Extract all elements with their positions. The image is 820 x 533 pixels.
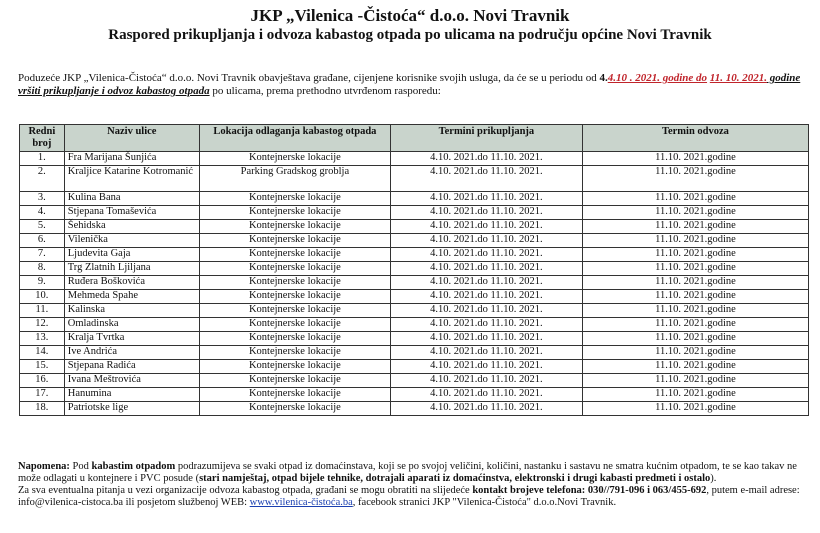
street-name: Ive Andrića [64, 346, 199, 360]
disposal-location: Parking Gradskog groblja [199, 166, 390, 192]
table-row [20, 290, 809, 304]
collection-period: 4.10. 2021.do 11.10. 2021. [390, 248, 582, 262]
disposal-location: Kontejnerske lokacije [199, 402, 390, 416]
collection-period: 4.10. 2021.do 11.10. 2021. [390, 234, 582, 248]
street-name: Patriotske lige [64, 402, 199, 416]
row-number: 2. [20, 166, 65, 192]
row-number: 13. [20, 332, 65, 346]
collection-period: 4.10. 2021.do 11.10. 2021. [390, 332, 582, 346]
street-name: Kalinska [64, 304, 199, 318]
disposal-location: Kontejnerske lokacije [199, 206, 390, 220]
table-row [20, 346, 809, 360]
header-collection: Termini prikupljanja [390, 125, 582, 152]
removal-date: 11.10. 2021.godine [582, 192, 808, 206]
disposal-location: Kontejnerske lokacije [199, 346, 390, 360]
table-row [20, 234, 809, 248]
disposal-location: Kontejnerske lokacije [199, 332, 390, 346]
row-number: 11. [20, 304, 65, 318]
contact-text-1: Za sva eventualna pitanja u vezi organizacije odvoza kabastog otpada, građani se mogu obratiti na slijedeće [18, 485, 473, 496]
disposal-location: Kontejnerske lokacije [199, 234, 390, 248]
collection-period: 4.10. 2021.do 11.10. 2021. [390, 374, 582, 388]
collection-period: 4.10. 2021.do 11.10. 2021. [390, 262, 582, 276]
collection-period: 4.10. 2021.do 11.10. 2021. [390, 402, 582, 416]
collection-period: 4.10. 2021.do 11.10. 2021. [390, 318, 582, 332]
street-name: Vilenička [64, 234, 199, 248]
disposal-location: Kontejnerske lokacije [199, 276, 390, 290]
table-body [20, 152, 809, 416]
removal-date: 11.10. 2021.godine [582, 304, 808, 318]
collection-period: 4.10. 2021.do 11.10. 2021. [390, 388, 582, 402]
table-row [20, 206, 809, 220]
page-title: JKP „Vilenica -Čistoća“ d.o.o. Novi Travnik [250, 6, 570, 25]
collection-period: 4.10. 2021.do 11.10. 2021. [390, 152, 582, 166]
table-header-row [20, 125, 809, 152]
removal-date: 11.10. 2021.godine [582, 248, 808, 262]
row-number: 9. [20, 276, 65, 290]
table-row [20, 276, 809, 290]
removal-date: 11.10. 2021.godine [582, 220, 808, 234]
collection-period: 4.10. 2021.do 11.10. 2021. [390, 290, 582, 304]
disposal-location: Kontejnerske lokacije [199, 318, 390, 332]
table-row [20, 248, 809, 262]
intro-text-1: Poduzeće JKP „Vilenica-Čistoća“ d.o.o. Novi Travnik obavještava građane, cijenjene korisnike svojih usluga, da će se u periodu od [18, 72, 600, 84]
collection-period: 4.10. 2021.do 11.10. 2021. [390, 304, 582, 318]
disposal-location: Kontejnerske lokacije [199, 262, 390, 276]
row-number: 3. [20, 192, 65, 206]
removal-date: 11.10. 2021.godine [582, 234, 808, 248]
disposal-location: Kontejnerske lokacije [199, 152, 390, 166]
table-row [20, 374, 809, 388]
street-name: Ruđera Boškovića [64, 276, 199, 290]
disposal-location: Kontejnerske lokacije [199, 304, 390, 318]
street-name: Šehidska [64, 220, 199, 234]
row-number: 17. [20, 388, 65, 402]
disposal-location: Kontejnerske lokacije [199, 220, 390, 234]
note-bold-1: kabastim otpadom [91, 461, 176, 472]
removal-date: 11.10. 2021.godine [582, 360, 808, 374]
collection-period: 4.10. 2021.do 11.10. 2021. [390, 192, 582, 206]
note-text-3: ). [710, 473, 717, 484]
street-name: Stjepana Radića [64, 360, 199, 374]
website-link[interactable]: www.vilenica-čistoća.ba [249, 497, 353, 508]
removal-date: 11.10. 2021.godine [582, 262, 808, 276]
removal-date: 11.10. 2021.godine [582, 388, 808, 402]
contact-phones: kontakt brojeve telefona: 030//791-096 i 063/455-692 [472, 485, 707, 496]
table-row [20, 192, 809, 206]
row-number: 14. [20, 346, 65, 360]
disposal-location: Kontejnerske lokacije [199, 248, 390, 262]
table-row [20, 152, 809, 166]
street-name: Stjepana Tomaševića [64, 206, 199, 220]
collection-period: 4.10. 2021.do 11.10. 2021. [390, 346, 582, 360]
disposal-location: Kontejnerske lokacije [199, 374, 390, 388]
note-text-1: Pod [69, 461, 92, 472]
header-no: Redni broj [20, 125, 65, 152]
table-row [20, 304, 809, 318]
disposal-location: Kontejnerske lokacije [199, 360, 390, 374]
row-number: 18. [20, 402, 65, 416]
table-row [20, 360, 809, 374]
street-name: Kulina Bana [64, 192, 199, 206]
intro-lead-num: 4. [599, 72, 608, 84]
row-number: 1. [20, 152, 65, 166]
contact-text-2: , putem e-mail adrese: info@vilenica-cistoca.ba ili posjetom službenoj WEB: [18, 485, 800, 508]
disposal-location: Kontejnerske lokacije [199, 192, 390, 206]
street-name: Fra Marijana Šunjića [64, 152, 199, 166]
disposal-location: Kontejnerske lokacije [199, 388, 390, 402]
collection-period: 4.10. 2021.do 11.10. 2021. [390, 206, 582, 220]
table-row [20, 220, 809, 234]
table-row [20, 318, 809, 332]
street-name: Mehmeda Spahe [64, 290, 199, 304]
contact-text-3: , facebook stranici JKP "Vilenica-Čistoća" d.o.o.Novi Travnik. [352, 497, 617, 508]
removal-date: 11.10. 2021.godine [582, 332, 808, 346]
intro-text-2: godine vršiti prikupljanje i odvoz kabastog otpada [18, 72, 801, 97]
table-row [20, 402, 809, 416]
street-name: Omladinska [64, 318, 199, 332]
footnote [18, 461, 808, 509]
street-name: Kralja Tvrtka [64, 332, 199, 346]
collection-period: 4.10. 2021.do 11.10. 2021. [390, 166, 582, 192]
row-number: 7. [20, 248, 65, 262]
note-text-2: podrazumijeva se svaki otpad iz domaćinstava, koji se po svojoj veličini, količini, nastanku i sastavu ne smatra kućnim otpadom, te se kao takav ne može odlagati u kontejnere i PVC posude ( [18, 461, 797, 484]
header-removal: Termin odvoza [582, 125, 808, 152]
collection-period: 4.10. 2021.do 11.10. 2021. [390, 360, 582, 374]
note-label: Napomena: [18, 461, 70, 472]
intro-paragraph [18, 72, 808, 98]
intro-date-end: 11. 10. 2021. [709, 72, 767, 84]
intro-date-start: 4.10 . 2021. godine do [607, 72, 708, 84]
header-name: Naziv ulice [64, 125, 199, 152]
page-subtitle: Raspored prikupljanja i odvoza kabastog otpada po ulicama na području općine Novi Travnik [108, 27, 712, 43]
row-number: 8. [20, 262, 65, 276]
table-row [20, 166, 809, 192]
table-row [20, 262, 809, 276]
street-name: Ljudevita Gaja [64, 248, 199, 262]
street-name: Kraljice Katarine Kotromanić [64, 166, 199, 192]
collection-period: 4.10. 2021.do 11.10. 2021. [390, 276, 582, 290]
disposal-location: Kontejnerske lokacije [199, 290, 390, 304]
row-number: 15. [20, 360, 65, 374]
street-name: Ivana Meštrovića [64, 374, 199, 388]
removal-date: 11.10. 2021.godine [582, 318, 808, 332]
table-row [20, 388, 809, 402]
street-name: Hanumina [64, 388, 199, 402]
row-number: 6. [20, 234, 65, 248]
collection-period: 4.10. 2021.do 11.10. 2021. [390, 220, 582, 234]
row-number: 10. [20, 290, 65, 304]
removal-date: 11.10. 2021.godine [582, 374, 808, 388]
table-row [20, 332, 809, 346]
removal-date: 11.10. 2021.godine [582, 166, 808, 192]
removal-date: 11.10. 2021.godine [582, 276, 808, 290]
schedule-table [19, 124, 809, 416]
intro-text-3: po ulicama, prema prethodno utvrđenom rasporedu: [209, 85, 441, 97]
header-location: Lokacija odlaganja kabastog otpada [199, 125, 390, 152]
row-number: 4. [20, 206, 65, 220]
removal-date: 11.10. 2021.godine [582, 152, 808, 166]
removal-date: 11.10. 2021.godine [582, 346, 808, 360]
row-number: 12. [20, 318, 65, 332]
street-name: Trg Zlatnih Ljiljana [64, 262, 199, 276]
removal-date: 11.10. 2021.godine [582, 290, 808, 304]
row-number: 16. [20, 374, 65, 388]
row-number: 5. [20, 220, 65, 234]
removal-date: 11.10. 2021.godine [582, 206, 808, 220]
note-bold-2: stari namještaj, otpad bijele tehnike, dotrajali aparati iz domaćinstva, elektronski i drugi kabasti predmeti i ostalo [199, 473, 711, 484]
removal-date: 11.10. 2021.godine [582, 402, 808, 416]
